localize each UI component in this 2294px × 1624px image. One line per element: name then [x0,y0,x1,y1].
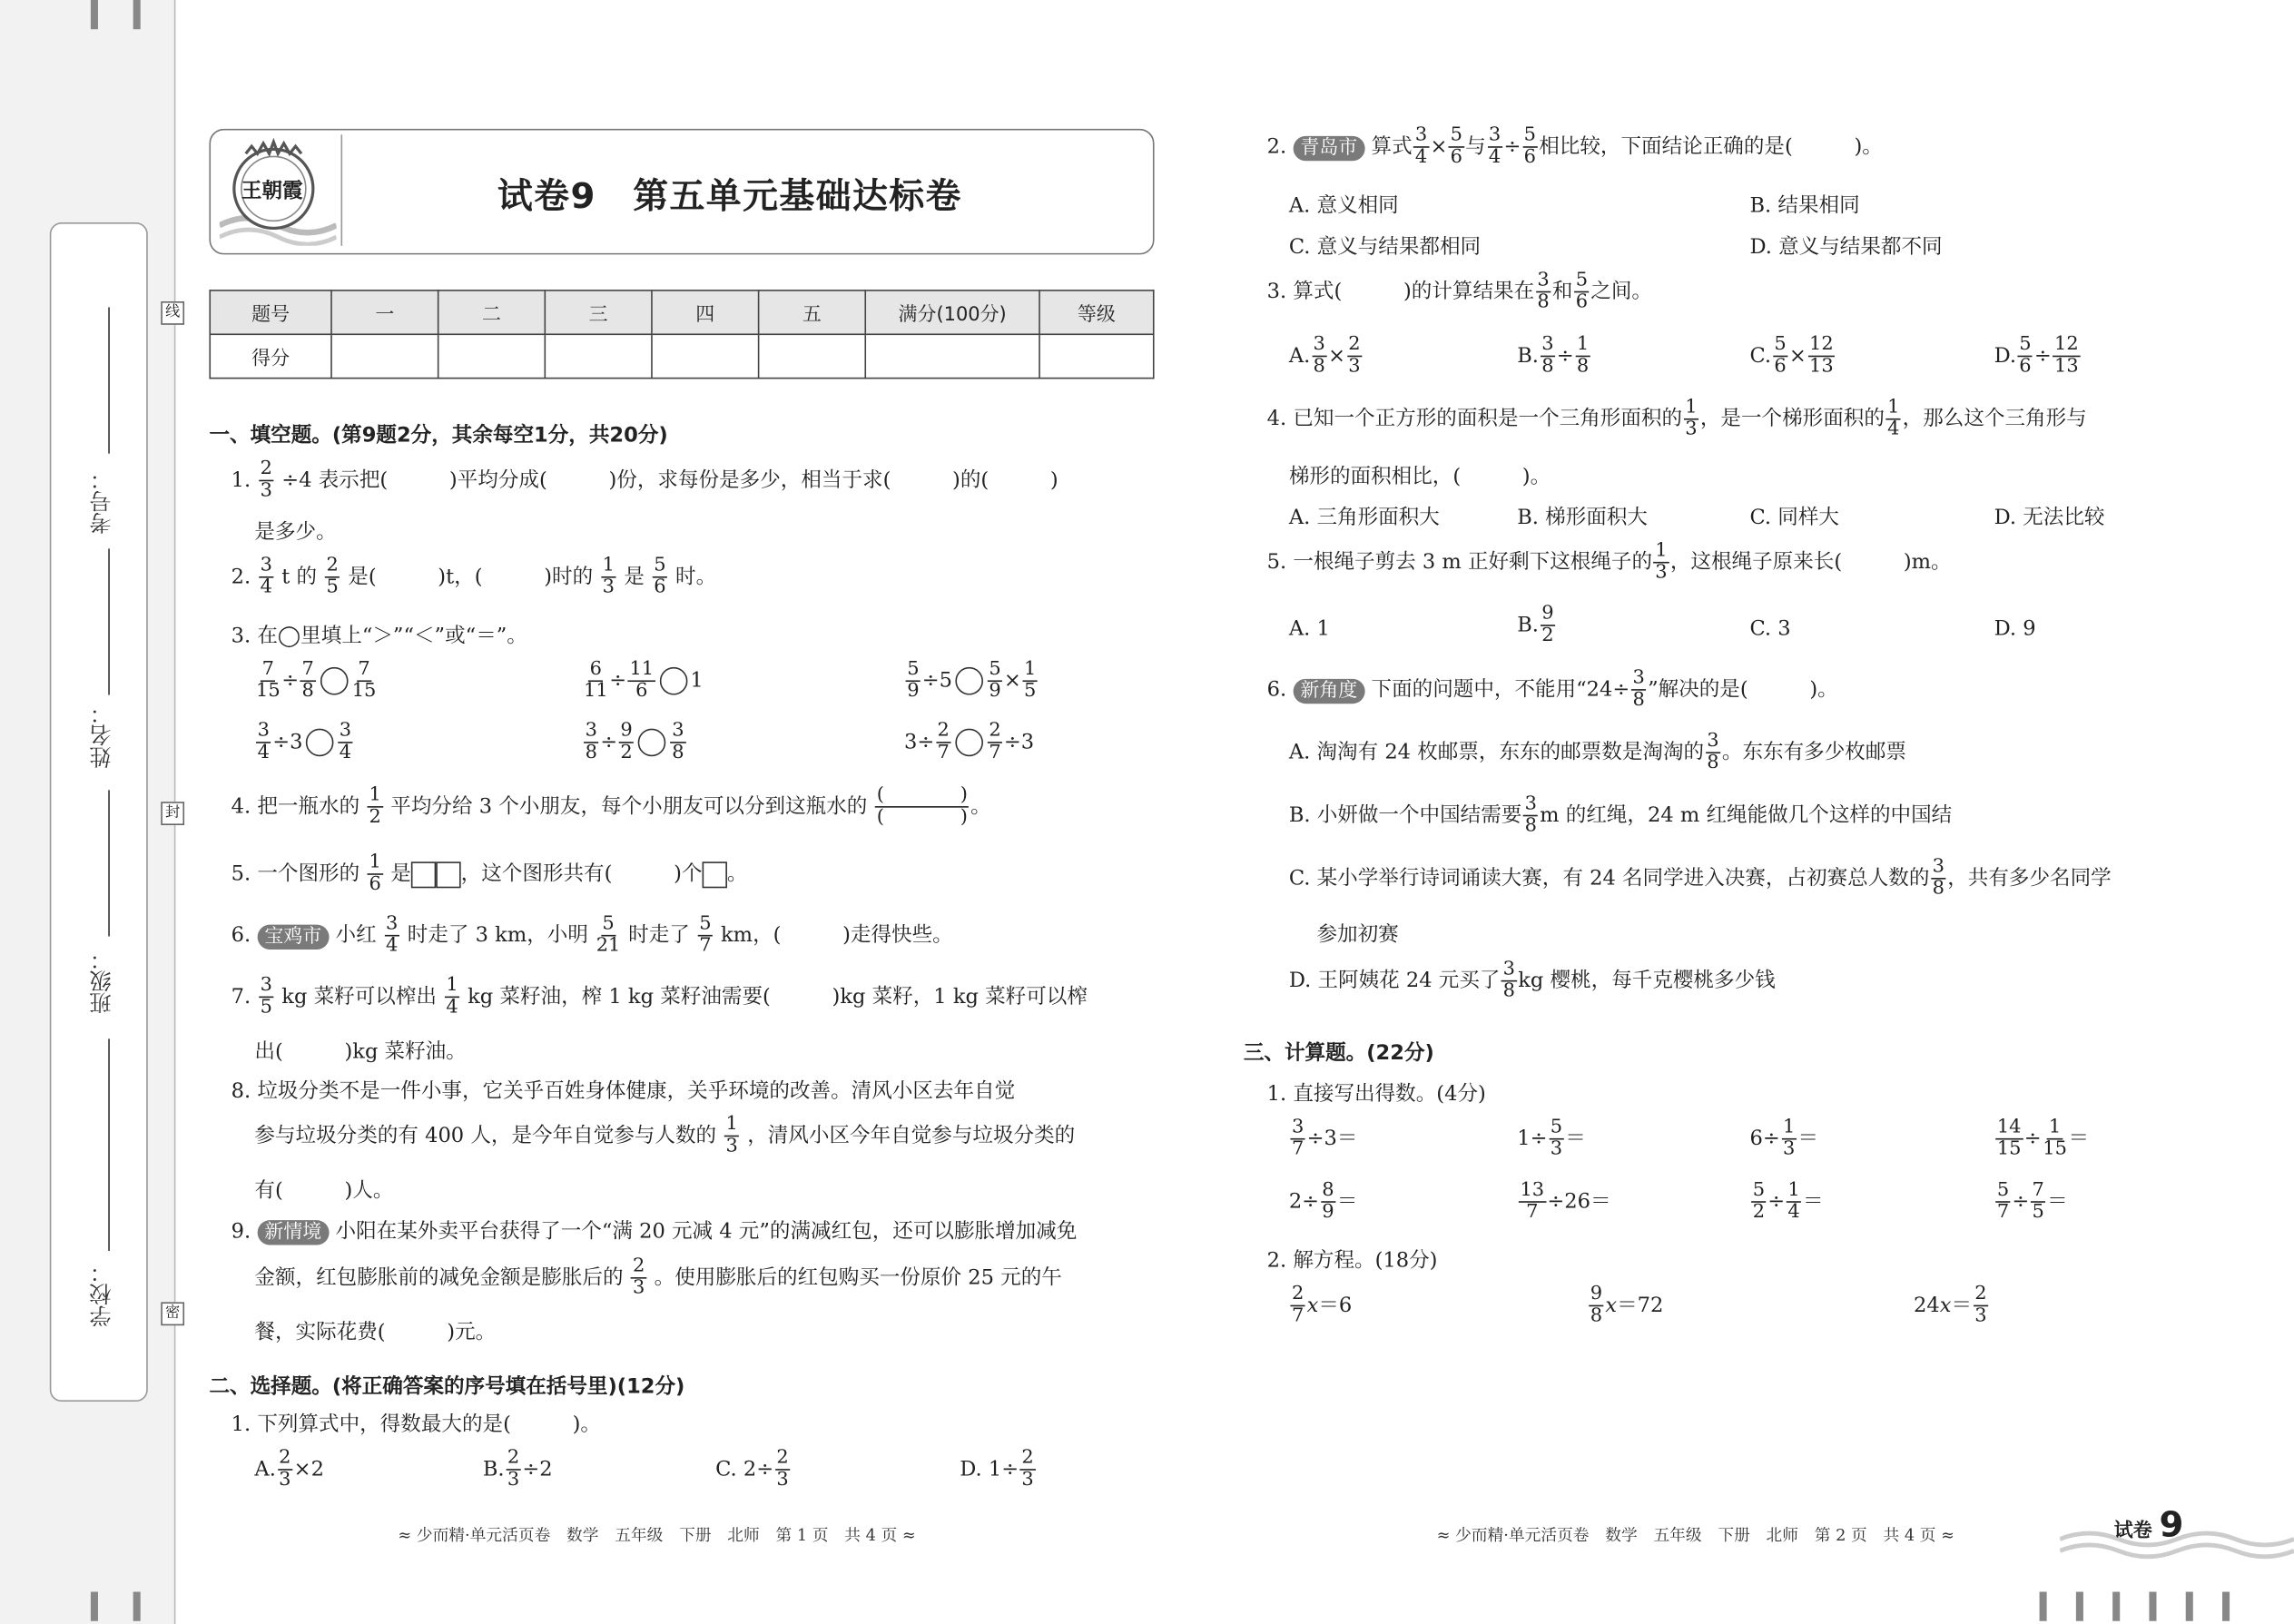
q-text: 和 [1551,280,1573,304]
q-text: 小阳在某外卖平台获得了一个“满 20 元减 4 元”的满减红包，还可以膨胀增加减免 [335,1220,1078,1244]
question-3: 3. 在◯里填上“＞”“＜”或“＝”。 [231,625,527,648]
bottom-stripe [2222,1592,2230,1621]
q-text: C. 2÷ [715,1458,774,1481]
choice-question-3: 3. 算式( )的计算结果在 $\frac{3}{8}$ 和 $\frac{5}{6}$ 之间。 [1266,269,1652,313]
q-text: 4. 把一瓶水的 [231,794,360,819]
region-badge: 宝鸡市 [257,924,329,949]
q-text: A. [1288,344,1311,369]
choice-option-c[interactable]: C. 某小学举行诗词诵读大赛，有 24 名同学进入决赛，占初赛总人数的 $\frac{3}{8}$ ，共有多少名同学 [1288,855,2112,901]
q-text: ，共有多少名同学 [1947,866,2112,891]
section-1-title: 一、填空题。(第9题2分，其余每空1分，共20分) [209,424,668,448]
score-cell[interactable] [545,334,652,378]
q-text: B. [482,1458,505,1481]
q-text: 7. [231,985,251,1009]
choice-option-b[interactable]: B. 结果相同 [1749,194,1860,219]
score-cell[interactable] [652,334,759,378]
compare-item: 3÷ $\frac{2}{7}$ $\frac{2}{7}$ ÷3 [903,719,1035,764]
q-text: 平均分给 3 个小朋友，每个小朋友可以分到这瓶水的 [390,794,868,819]
score-cell[interactable] [1039,334,1154,378]
choice-option-a[interactable]: A. $\frac{3}{8}$ × $\frac{2}{3}$ [1288,333,1361,378]
answer-circle[interactable] [306,729,334,757]
q-text: 6. [231,923,251,948]
question-1-cont: 是多少。 [254,520,337,545]
gutter-stripe [91,0,98,29]
page-tag-number: 9 [2159,1503,2184,1545]
choice-option-d[interactable]: D. 王阿姨花 24 元买了 $\frac{3}{8}$ kg 樱桃，每千克樱桃多少钱 [1288,958,1776,1003]
choice-option-a[interactable]: A. 意义相同 [1288,194,1399,219]
choice-option-c[interactable]: C. 意义与结果都相同 [1288,235,1482,260]
bottom-stripe [2076,1592,2083,1621]
q-text: ，这根绳子原来长( )m。 [1669,550,1952,575]
q-text: C. [1749,344,1772,369]
compare-item: $\frac{3}{4}$ ÷3 $\frac{3}{4}$ [257,719,352,764]
choice-option-c[interactable]: C. 同样大 [1749,506,1839,530]
q-text: m 的红绳，24 m 红绳能做几个这样的中国结 [1540,803,1953,828]
score-row-label: 得分 [210,334,331,378]
q-text: ，清风小区今年自觉参与垃圾分类的 [747,1124,1076,1148]
logo-text: 王朝霞 [241,180,303,204]
class-line[interactable] [108,790,110,936]
q-text: ，是一个梯形面积的 [1699,407,1885,431]
bottom-stripe [2112,1592,2120,1621]
q-text: 4. 已知一个正方形的面积是一个三角形面积的 [1266,407,1683,431]
equation-item[interactable]: $\frac{2}{7}$ x＝6 [1292,1283,1353,1327]
q-text: 时走了 [628,923,690,948]
seal-char-mi: 密 [161,1302,184,1325]
q-text: t 的 [281,565,318,589]
exam-number-line[interactable] [108,307,110,453]
choice-question-1: 1. 下列算式中，得数最大的是( )。 [231,1412,601,1437]
q-text: 6. [1266,678,1287,702]
choice-option-a[interactable]: A. 1 [1288,617,1330,641]
fraction-1-6: $\frac{1}{6}$ [369,851,381,896]
calc-item[interactable]: 1÷ $\frac{5}{3}$ ＝ [1517,1116,1586,1161]
fraction-2-5: $\frac{2}{5}$ [326,554,339,599]
q-text: 与 [1465,135,1486,159]
score-cell[interactable] [438,334,546,378]
q-text: 。 [726,862,748,886]
calc-item[interactable]: $\frac{13}{7}$ ÷26＝ [1520,1179,1611,1224]
calc-question-1: 1. 直接写出得数。(4分) [1266,1082,1486,1107]
calc-item[interactable]: $\frac{3}{7}$ ÷3＝ [1292,1116,1358,1161]
bottom-stripe [2149,1592,2156,1621]
q-text: 是( )t，( )时的 [348,565,594,589]
answer-circle[interactable] [320,667,348,695]
compare-item: $\frac{3}{8}$ ÷ $\frac{9}{2}$ $\frac{3}{8}$ [585,719,684,764]
choice-question-2: 2. 青岛市 算式 $\frac{3}{4}$ × $\frac{5}{6}$ 与 $\frac{3}{4}$ ÷ $\frac{5}{6}$ 相比较，下面结论正确的是( )。 [1266,123,1883,169]
question-4: 4. 把一瓶水的 $\frac{1}{2}$ 平均分给 3 个小朋友，每个小朋友可以分到这瓶水的 $\frac{( )}{( )}$ 。 [231,783,991,829]
gutter-stripe [133,1592,141,1621]
calc-question-2: 2. 解方程。(18分) [1266,1249,1438,1274]
fraction-1-3: $\frac{1}{3}$ [602,554,615,599]
choice-option-b[interactable]: B. 小妍做一个中国结需要 $\frac{3}{8}$ m 的红绳，24 m 红绳能做几个这样的中国结 [1288,792,1953,837]
score-header: 二 [438,290,546,334]
calc-item[interactable]: 6÷ $\frac{1}{3}$ ＝ [1749,1116,1819,1161]
q-text: 是 [390,862,411,886]
page-tag-label: 试卷 [2113,1520,2152,1542]
q-text: ，这个图形共有( )个 [460,862,703,886]
choice-question-6: 6. 新角度 下面的问题中，不能用“24÷ $\frac{3}{8}$ ”解决的是( )。 [1266,666,1838,712]
choice-question-4-cont: 梯形的面积相比，( )。 [1288,465,1551,489]
score-table [209,290,1154,379]
name-line[interactable] [108,548,110,694]
fraction-3-4: $\frac{3}{4}$ [260,554,272,599]
q-text: 。东东有多少枚邮票 [1721,741,1906,765]
question-7: 7. $\frac{3}{5}$ kg 菜籽可以榨出 $\frac{1}{4}$ kg 菜籽油，榨 1 kg 菜籽油需要( )kg 菜籽，1 kg 菜籽可以榨 [231,974,1088,1019]
equation-item[interactable]: $\frac{9}{8}$ x＝72 [1590,1283,1664,1327]
region-badge: 青岛市 [1293,135,1364,160]
fraction-5-6: $\frac{5}{6}$ [654,554,666,599]
choice-option-d[interactable]: D. 1÷ $\frac{2}{3}$ [960,1446,1034,1491]
class-label: 班级： [87,948,114,1014]
q-text: C. 某小学举行诗词诵读大赛，有 24 名同学进入决赛，占初赛总人数的 [1288,866,1930,891]
score-header: 三 [545,290,652,334]
choice-option-c[interactable]: C. 2÷ $\frac{2}{3}$ [715,1446,789,1491]
student-info-box [50,222,148,1402]
q-text: kg 菜籽可以榨出 [281,985,437,1009]
page-tag [2114,1504,2184,1545]
bottom-stripe [2040,1592,2047,1621]
score-header: 题号 [210,290,331,334]
choice-option-b[interactable]: B. $\frac{9}{2}$ [1517,603,1554,647]
q-text: A. [254,1458,276,1481]
calc-item[interactable]: $\frac{14}{15}$ ÷ $\frac{1}{15}$ ＝ [1996,1116,2090,1161]
score-header: 满分(100分) [865,290,1039,334]
choice-option-d[interactable]: D. 9 [1994,617,2036,641]
question-7-cont: 出( )kg 菜籽油。 [254,1039,467,1064]
q-text: 。使用膨胀后的红包购买一份原价 25 元的午 [654,1265,1062,1290]
square-shape [702,861,726,887]
fraction-2-3: $\frac{2}{3}$ [260,458,272,502]
answer-circle[interactable] [638,729,666,757]
page-title: 试卷9 第五单元基础达标卷 [497,175,962,217]
q-text: 之间。 [1590,280,1652,304]
exam-number-label: 考号： [87,468,114,535]
choice-option-b[interactable]: B. 梯形面积大 [1517,506,1648,530]
compare-item: $\frac{7}{15}$ ÷ $\frac{7}{8}$ $\frac{7}{15}$ [256,658,377,703]
q-text: 2. [1266,135,1287,159]
q-text: D. [1994,344,2017,369]
compare-item: $\frac{5}{9}$ ÷5 $\frac{5}{9}$ × $\frac{1}{5}$ [907,658,1037,703]
square-shape [411,861,436,887]
fraction-1-2: $\frac{1}{2}$ [369,783,381,829]
answer-fraction-blank[interactable]: $\frac{( )}{( )}$ [876,783,968,829]
q-text: 时。 [675,565,717,589]
footer-right: ≈ 少而精·单元活页卷 数学 五年级 下册 北师 第 2 页 共 4 页 ≈ [1436,1526,1954,1545]
seal-char-feng: 封 [161,802,184,825]
q-text: D. 王阿姨花 24 元买了 [1288,969,1501,993]
question-9-cont: 餐，实际花费( )元。 [254,1321,497,1345]
q-text: km，( )走得快些。 [721,923,953,948]
answer-circle[interactable] [660,667,688,695]
score-cell[interactable] [331,334,438,378]
choice-option-c[interactable]: C. 3 [1749,617,1791,641]
q-text: 是 [624,565,645,589]
question-1 [231,459,1058,502]
footer-left: ≈ 少而精·单元活页卷 数学 五年级 下册 北师 第 1 页 共 4 页 ≈ [398,1526,916,1545]
score-header: 五 [759,290,866,334]
q-text: 2. [231,565,251,589]
q-text: 金额，红包膨胀前的减免金额是膨胀后的 [254,1265,624,1290]
score-header: 等级 [1039,290,1154,334]
name-label: 姓名： [87,702,114,769]
q-text: 相比较，下面结论正确的是( )。 [1539,135,1883,159]
seal-char-xian: 线 [161,301,184,325]
choice-question-4: 4. 已知一个正方形的面积是一个三角形面积的 $\frac{1}{3}$ ，是一个梯形面积的 $\frac{1}{4}$ ，那么这个三角形与 [1266,396,2087,441]
new-angle-badge: 新角度 [1293,678,1364,703]
answer-circle[interactable] [955,667,983,695]
school-line[interactable] [108,1038,110,1251]
choice-option-a[interactable]: A. 淘淘有 24 枚邮票，东东的邮票数是淘淘的 $\frac{3}{8}$ 。东东有多少枚邮票 [1288,730,1906,774]
choice-option-d[interactable]: D. $\frac{5}{6}$ ÷ $\frac{12}{13}$ [1994,333,2079,378]
choice-option-b[interactable]: B. $\frac{3}{8}$ ÷ $\frac{1}{8}$ [1517,333,1590,378]
question-5 [231,853,748,896]
q-text: 小红 [335,923,377,948]
school-label: 学校： [87,1261,114,1327]
question-8-cont: 参与垃圾分类的有 400 人，是今年自觉参与人数的 $\frac{1}{3}$ ，清风小区今年自觉参与垃圾分类的 [254,1113,1076,1157]
brand-logo [220,134,337,245]
question-6: 6. 宝鸡市 小红 $\frac{3}{4}$ 时走了 3 km，小明 $\frac{5}{21}$ 时走了 $\frac{5}{7}$ km，( )走得快些。 [231,912,953,958]
choice-option-b[interactable]: B. $\frac{2}{3}$ ÷2 [482,1446,553,1491]
gutter-stripe [133,0,141,29]
calc-item[interactable]: $\frac{5}{7}$ ÷ $\frac{7}{5}$ ＝ [1996,1179,2068,1224]
choice-option-a[interactable]: A. $\frac{2}{3}$ ×2 [254,1446,324,1491]
q-text: B. 小妍做一个中国结需要 [1288,803,1522,828]
q-text: 时走了 3 km，小明 [407,923,588,948]
question-2 [231,556,717,598]
question-9 [231,1216,1078,1245]
q-text: 下面的问题中，不能用“24÷ [1371,678,1630,702]
q-text: D. 1÷ [960,1458,1019,1481]
q-text: 5. 一根绳子剪去 3 m 正好剩下这根绳子的 [1266,550,1653,575]
score-header: 四 [652,290,759,334]
compare-item: $\frac{6}{11}$ ÷ $\frac{11}{6}$ 1 [584,658,704,703]
q-text: kg 樱桃，每千克樱桃多少钱 [1518,969,1776,993]
question-9-cont: 金额，红包膨胀前的减免金额是膨胀后的 $\frac{2}{3}$ 。使用膨胀后的红包购买一份原价 25 元的午 [254,1255,1062,1300]
q-text: B. [1517,344,1540,369]
q-text: ，那么这个三角形与 [1902,407,2087,431]
banner-divider [341,134,343,245]
question-8: 8. 垃圾分类不是一件小事，它关乎百姓身体健康，关乎环境的改善。清风小区去年自觉 [231,1079,1016,1104]
choice-option-d[interactable]: D. 意义与结果都不同 [1749,235,1943,260]
q-text: 参与垃圾分类的有 400 人，是今年自觉参与人数的 [254,1124,717,1148]
q-text: 算式 [1371,135,1413,159]
question-8-cont: 有( )人。 [254,1179,394,1203]
q-text: 1. [231,468,251,493]
q-text: ”解决的是( )。 [1648,678,1838,702]
q-text: 5. 一个图形的 [231,862,360,886]
choice-option-d[interactable]: D. 无法比较 [1994,506,2105,530]
q-text: kg 菜籽油，榨 1 kg 菜籽油需要( )kg 菜籽，1 kg 菜籽可以榨 [468,985,1088,1009]
q-text: 9. [231,1220,251,1244]
section-2-title: 二、选择题。(将正确答案的序号填在括号里)(12分) [209,1374,685,1399]
calc-item[interactable]: $\frac{5}{2}$ ÷ $\frac{1}{4}$ ＝ [1752,1179,1824,1224]
new-context-badge: 新情境 [257,1220,329,1245]
q-text: ÷4 表示把( )平均分成( )份，求每份是多少，相当于求( )的( ) [281,468,1058,493]
equation-item[interactable]: 24x＝ $\frac{2}{3}$ [1913,1283,1987,1327]
gutter-stripe [91,1592,98,1621]
square-shape [436,861,460,887]
score-header: 一 [331,290,438,334]
bottom-stripe [2186,1592,2193,1621]
choice-option-c-cont: 参加初赛 [1316,922,1399,947]
q-text: B. [1517,614,1540,637]
choice-question-5: 5. 一根绳子剪去 3 m 正好剩下这根绳子的 $\frac{1}{3}$ ，这根绳子原来长( )m。 [1266,539,1952,585]
q-text: 3. 算式( )的计算结果在 [1266,280,1535,304]
choice-option-c[interactable]: C. $\frac{5}{6}$ × $\frac{12}{13}$ [1749,333,1834,378]
q-text: A. 淘淘有 24 枚邮票，东东的邮票数是淘淘的 [1288,741,1705,765]
choice-option-a[interactable]: A. 三角形面积大 [1288,506,1440,530]
score-cell[interactable] [865,334,1039,378]
section-3-title: 三、计算题。(22分) [1243,1041,1434,1066]
answer-circle[interactable] [955,729,983,757]
score-cell[interactable] [759,334,866,378]
calc-item[interactable]: 2÷ $\frac{8}{9}$ ＝ [1288,1179,1358,1224]
